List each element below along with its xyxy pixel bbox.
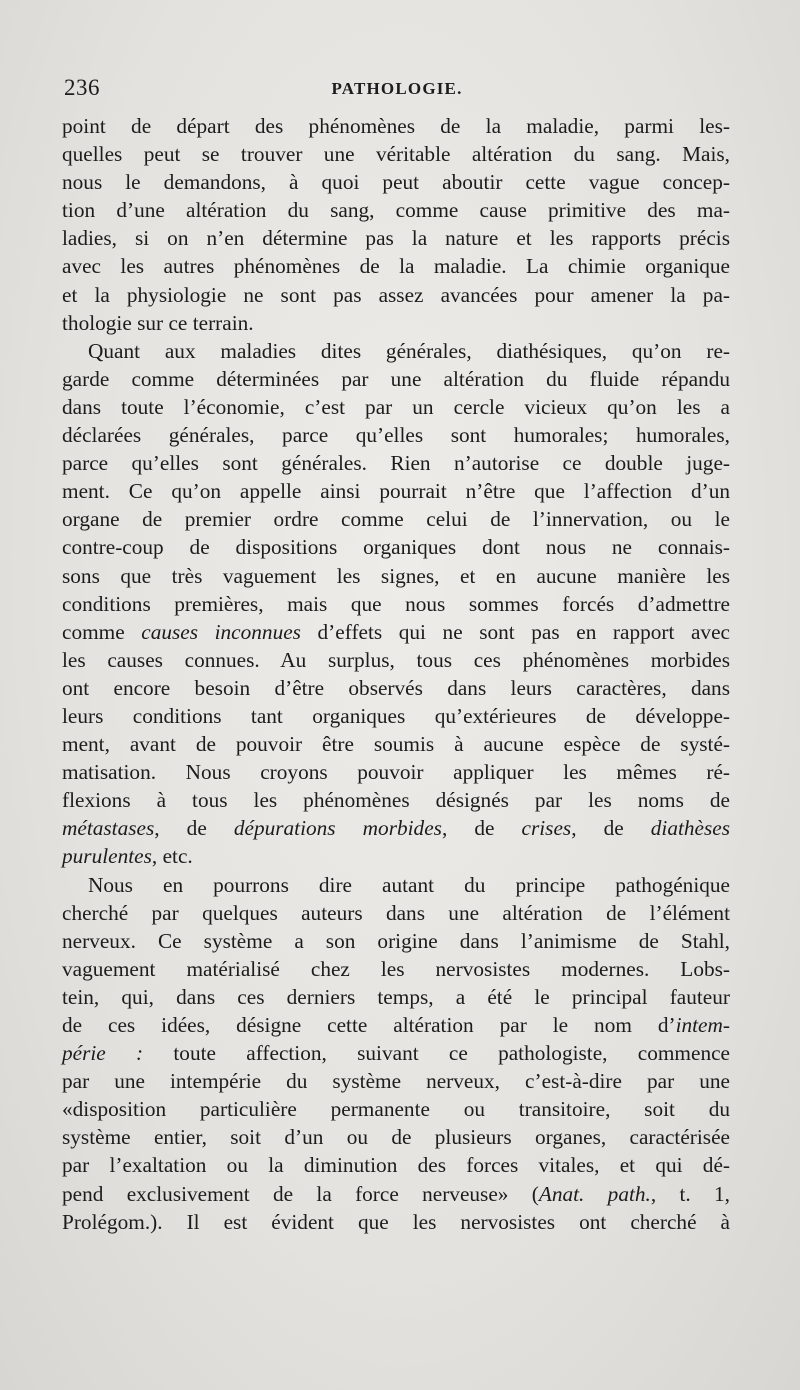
text-line: [62, 871, 730, 899]
italic-text: intem-: [675, 1013, 730, 1037]
text-line: [62, 393, 730, 421]
text-segment: par l’exaltation ou la diminution des forces vitales, et qui dé-: [62, 1153, 730, 1178]
text-segment: ont encore besoin d’être observés dans leurs caractères, dans: [62, 675, 730, 700]
text-segment: pend exclusivement de la force nerveuse» (: [62, 1181, 539, 1206]
text-segment: sons que très vaguement les signes, et en aucune manière les: [62, 563, 730, 588]
text-line: [62, 730, 730, 758]
italic-text: causes inconnues: [141, 619, 301, 644]
text-line: [62, 927, 730, 955]
text-segment: organe de premier ordre comme celui de l’innervation, ou le: [62, 507, 730, 532]
text-segment: système entier, soit d’un ou de plusieurs organes, caractérisée: [62, 1125, 730, 1150]
text-segment: garde comme déterminées par une altération du fluide répandu: [62, 366, 730, 391]
text-segment: parce qu’elles sont générales. Rien n’autorise ce double juge-: [62, 451, 730, 476]
text-segment: leurs conditions tant organiques qu’extérieures de développe-: [62, 703, 730, 728]
text-segment: et la physiologie ne sont pas assez avancées pour amener la pa-: [62, 282, 730, 307]
text-segment: ladies, si on n’en détermine pas la nature et les rapports précis: [62, 226, 730, 251]
text-segment: Nous en pourrons dire autant du principe pathogénique: [88, 872, 730, 897]
text-segment: flexions à tous les phénomènes désignés par les noms de: [62, 788, 730, 813]
text-line: [62, 590, 730, 618]
text-segment: toute affection, suivant ce pathologiste, commence: [143, 1041, 730, 1066]
text-line: [62, 562, 730, 590]
text-segment: matisation. Nous croyons pouvoir appliquer les mêmes ré-: [62, 760, 730, 785]
text-segment: , etc.: [151, 844, 193, 869]
page-number: 236: [64, 75, 100, 100]
text-line: [62, 1151, 730, 1179]
text-segment: tion d’une altération du sang, comme cause primitive des ma-: [62, 198, 730, 223]
text-line: [62, 505, 730, 533]
text-line: [62, 702, 730, 730]
text-line: [62, 786, 730, 814]
italic-text: métastases: [62, 816, 155, 841]
italic-text: purulentes: [62, 844, 152, 869]
text-segment: d’effets qui ne sont pas en rapport avec: [300, 619, 730, 644]
page-header: [64, 75, 730, 107]
text-segment: par une intempérie du système nerveux, c’est-à-dire par une: [62, 1069, 730, 1094]
text-segment: Quant aux maladies dites générales, diathésiques, qu’on re-: [88, 338, 730, 363]
text-line: [62, 281, 730, 309]
text-line: [62, 477, 730, 505]
text-line: [62, 224, 730, 252]
text-line: [62, 1180, 730, 1208]
text-segment: , t. 1,: [650, 1181, 731, 1206]
text-segment: quelles peut se trouver une véritable altération du sang. Mais,: [62, 142, 730, 167]
text-line: [62, 140, 730, 168]
text-line: [62, 899, 730, 927]
text-line: [62, 1039, 730, 1067]
text-line: [62, 1123, 730, 1151]
italic-text: périe :: [62, 1041, 144, 1066]
text-segment: avec les autres phénomènes de la maladie. La chimie organique: [62, 254, 730, 279]
text-line: [62, 758, 730, 786]
text-segment: Prolégom.). Il est évident que les nervosistes ont cherché à: [62, 1209, 730, 1234]
italic-text: Anat. path.: [538, 1181, 651, 1206]
text-line: [62, 421, 730, 449]
running-head: PATHOLOGIE.: [331, 79, 463, 98]
text-segment: comme: [62, 619, 142, 644]
text-segment: de ces idées, désigne cette altération par le nom d’: [62, 1013, 676, 1037]
text-segment: vaguement matérialisé chez les nervosistes modernes. Lobs-: [62, 956, 730, 981]
text-line: [62, 533, 730, 561]
text-line: [62, 674, 730, 702]
text-segment: cherché par quelques auteurs dans une altération de l’élément: [62, 900, 730, 925]
text-line: [62, 955, 730, 983]
text-segment: dans toute l’économie, c’est par un cercle vicieux qu’on les a: [62, 394, 730, 419]
italic-text: diathèses: [650, 816, 731, 841]
text-line: [62, 337, 730, 365]
text-line: [62, 618, 730, 646]
text-line: [62, 1095, 730, 1123]
text-line: [62, 365, 730, 393]
text-segment: ment, avant de pouvoir être soumis à aucune espèce de systé-: [62, 732, 730, 757]
text-segment: les causes connues. Au surplus, tous ces phénomènes morbides: [62, 647, 730, 672]
body-text: [62, 112, 730, 1236]
text-segment: tein, qui, dans ces derniers temps, a été le principal fauteur: [62, 984, 730, 1009]
text-line: [62, 112, 730, 140]
text-line: [62, 842, 730, 870]
text-line: [62, 1067, 730, 1095]
text-line: [62, 646, 730, 674]
italic-text: dépurations morbides: [233, 816, 442, 841]
text-line: [62, 814, 730, 842]
text-segment: contre-coup de dispositions organiques dont nous ne connais-: [62, 535, 730, 560]
text-segment: point de départ des phénomènes de la maladie, parmi les-: [62, 114, 730, 138]
text-line: [62, 1011, 730, 1039]
text-line: [62, 196, 730, 224]
text-segment: déclarées générales, parce qu’elles sont humorales; humorales,: [62, 423, 730, 448]
text-line: [62, 252, 730, 280]
text-line: [62, 168, 730, 196]
text-segment: nerveux. Ce système a son origine dans l’animisme de Stahl,: [62, 928, 730, 953]
text-segment: , de: [571, 816, 651, 841]
text-segment: ment. Ce qu’on appelle ainsi pourrait n’être que l’affection d’un: [62, 479, 730, 504]
text-line: [62, 309, 730, 337]
text-segment: nous le demandons, à quoi peut aboutir cette vague concep-: [62, 170, 730, 195]
text-segment: thologie sur ce terrain.: [62, 310, 254, 335]
italic-text: crises: [521, 816, 572, 841]
text-line: [62, 1208, 730, 1236]
text-segment: conditions premières, mais que nous sommes forcés d’admettre: [62, 591, 730, 616]
text-segment: «disposition particulière permanente ou transitoire, soit du: [62, 1097, 730, 1122]
text-segment: , de: [154, 816, 234, 841]
text-segment: , de: [441, 816, 522, 841]
text-line: [62, 449, 730, 477]
text-line: [62, 983, 730, 1011]
